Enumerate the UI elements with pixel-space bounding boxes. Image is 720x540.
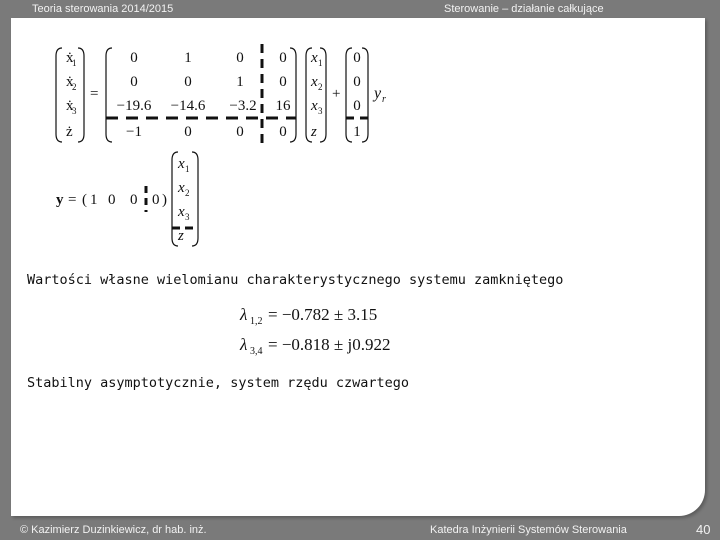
a-03: 0 <box>279 50 287 66</box>
c-1: 0 <box>108 192 116 208</box>
bracket-y-close <box>192 152 198 246</box>
y-vec-sub-1: 2 <box>185 188 190 198</box>
footer-author: © Kazimierz Duzinkiewicz, dr hab. inż. <box>20 524 207 536</box>
y-vec-1: x <box>178 180 185 196</box>
b-2: 0 <box>353 98 361 114</box>
x-3: z <box>311 124 317 140</box>
c-3: 0 <box>152 192 160 208</box>
eig-value-2: = −0.818 ± j0.922 <box>268 335 391 354</box>
eig-symbol-1: λ <box>240 305 248 324</box>
y-vec-2: x <box>178 204 185 220</box>
x-2: x <box>311 98 318 114</box>
a-23: 16 <box>275 98 291 114</box>
bracket-a-open <box>106 48 112 142</box>
input-symbol: y <box>374 85 382 102</box>
a-22: −3.2 <box>229 98 257 114</box>
state-equation <box>56 44 386 148</box>
stability-caption: Stabilny asymptotycznie, system rzędu czwartego <box>27 375 410 391</box>
x-0: x <box>311 50 318 66</box>
bracket-left-close <box>78 48 84 142</box>
lhs-0: ẋ <box>66 50 74 66</box>
eig-value-1: = −0.782 ± 3.15 <box>268 305 378 324</box>
lhs-3: ż <box>66 124 73 140</box>
lhs-2: ẋ <box>66 98 74 114</box>
a-10: 0 <box>130 74 138 90</box>
b-3: 1 <box>353 124 361 140</box>
a-13: 0 <box>279 74 287 90</box>
paren-open: ( <box>82 192 87 208</box>
b-1: 0 <box>353 74 361 90</box>
a-30: −1 <box>126 124 142 140</box>
a-01: 1 <box>184 50 192 66</box>
y-vec-sub-0: 1 <box>185 164 190 174</box>
bracket-left-open <box>56 48 62 142</box>
equals-2: = <box>68 192 77 208</box>
bracket-a-close <box>290 48 296 142</box>
a-20: −19.6 <box>116 98 152 114</box>
eig-sub-1: 1,2 <box>250 316 263 327</box>
x-1: x <box>311 74 318 90</box>
y-vec-0: x <box>178 156 185 172</box>
eig-symbol-2: λ <box>240 335 248 354</box>
lhs-sub-2: 3 <box>72 106 77 116</box>
eig-sub-2: 3,4 <box>250 346 263 357</box>
c-2: 0 <box>130 192 138 208</box>
eigenvalues-caption: Wartości własne wielomianu charakterystycznego systemu zamkniętego <box>27 272 564 288</box>
c-0: 1 <box>90 192 98 208</box>
eigenvalues <box>239 305 390 357</box>
output-equation <box>56 152 198 246</box>
x-sub-1: 2 <box>318 82 323 92</box>
lhs-1: ẋ <box>66 74 74 90</box>
a-02: 0 <box>236 50 244 66</box>
plus-sign: + <box>332 86 341 102</box>
b-0: 0 <box>353 50 361 66</box>
y-vec-sub-2: 3 <box>185 212 190 222</box>
a-21: −14.6 <box>170 98 206 114</box>
a-12: 1 <box>236 74 244 90</box>
lhs-sub-0: 1 <box>72 58 77 68</box>
x-sub-0: 1 <box>318 58 323 68</box>
page-number: 40 <box>696 522 711 537</box>
header-topic: Sterowanie – działanie całkujące <box>444 3 604 15</box>
bracket-b-open <box>346 48 352 142</box>
lhs-sub-1: 2 <box>72 82 77 92</box>
paren-close: ) <box>162 192 167 208</box>
equals-1: = <box>90 86 99 102</box>
bracket-b-close <box>362 48 368 142</box>
footer-department: Katedra Inżynierii Systemów Sterowania <box>430 524 627 536</box>
y-vec-3: z <box>178 228 184 244</box>
a-31: 0 <box>184 124 192 140</box>
a-32: 0 <box>236 124 244 140</box>
output-symbol: y <box>56 192 64 208</box>
input-subscript: r <box>382 94 386 105</box>
a-00: 0 <box>130 50 138 66</box>
a-11: 0 <box>184 74 192 90</box>
a-33: 0 <box>279 124 287 140</box>
x-sub-2: 3 <box>318 106 323 116</box>
header-course-title: Teoria sterowania 2014/2015 <box>32 3 174 15</box>
